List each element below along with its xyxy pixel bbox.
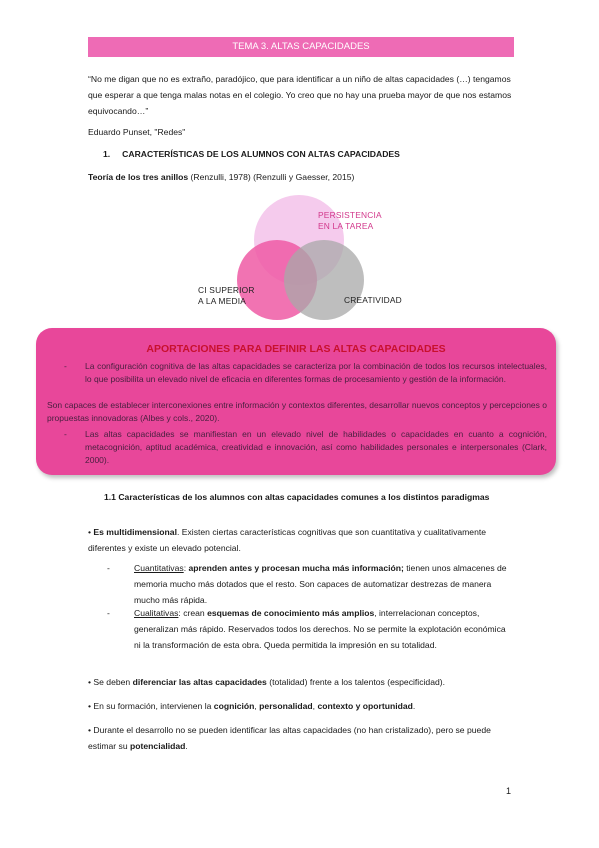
bullet-dot: • [88, 725, 92, 735]
bullet-2-pre: Se deben [93, 677, 133, 687]
box-item-1: La configuración cognitiva de las altas capacidades se caracteriza por la combinación de todos los recursos intelectuales, lo que posibilita un elevado nivel de eficacia en diferentes formas de procesamiento y gestión de la información. [85, 361, 547, 384]
venn-label-ci-1: CI SUPERIOR [198, 285, 255, 295]
cuant-bold: aprenden antes y procesan mucha más información; [188, 563, 404, 573]
contributions-title: APORTACIONES PARA DEFINIR LAS ALTAS CAPACIDADES [146, 343, 446, 355]
bullet-1-bold: Es multidimensional [93, 527, 177, 537]
bullet-3-sep-2: , [312, 701, 318, 711]
bullet-3-bold-2: personalidad [259, 701, 313, 711]
section-number: 1. [103, 149, 111, 159]
header-banner [88, 37, 514, 57]
ring-creativity [284, 240, 364, 320]
cual-label: Cualitativas [134, 608, 179, 618]
box-paragraph-2: Son capaces de establecer interconexiones entre información y contextos diferentes, desarrollar nuevos conceptos y percepciones o propuestas innovadoras (Albes y cols., 2020). [47, 400, 547, 423]
dash-cuant: - [107, 563, 110, 573]
bullet-3-bold-1: cognición [213, 701, 255, 711]
theory-refs: (Renzulli, 1978) (Renzulli y Gaesser, 2015) [188, 172, 355, 182]
box-dash-3: - [64, 429, 67, 439]
bullet-dot: • [88, 527, 92, 537]
bullet-multidimensional [88, 524, 518, 556]
section-title: CARACTERÍSTICAS DE LOS ALUMNOS CON ALTAS CAPACIDADES [122, 149, 400, 159]
bullet-2-bold: diferenciar las altas capacidades [132, 677, 267, 687]
section-heading [103, 149, 400, 159]
subsection-title: 1.1 Características de los alumnos con altas capacidades comunes a los distintos paradigmas [104, 492, 490, 502]
quote-author: Eduardo Punset, "Redes" [88, 127, 186, 137]
box-item-3: Las altas capacidades se manifiestan en un elevado nivel de habilidades o capacidades en cuanto a cognición, metacognición, aptitud académica, creatividad e innovación, así como habilidades personales e interpersonales (Clark, 2000). [85, 429, 547, 465]
bullet-differentiate [88, 674, 518, 690]
bullet-3-sep-1: , [254, 701, 260, 711]
bullet-3-end: . [412, 701, 416, 711]
bullet-development [88, 722, 498, 754]
bullet-4-end: . [185, 741, 188, 751]
page-number: 1 [506, 786, 512, 796]
cuant-label: Cuantitativas [134, 563, 184, 573]
bullet-1-text: . Existen ciertas características cognitivas que son cuantitativa y cualitativamente diferentes y existe un elevado potencial. [88, 527, 487, 553]
theory-name: Teoría de los tres anillos [88, 172, 189, 182]
cuant-text: tienen unos almacenes de memoria mucho más dotados que el resto. Son capaces de automatizar destrezas de manera mucho más rápida. [134, 563, 507, 605]
venn-label-persistence-1: PERSISTENCIA [318, 210, 382, 220]
cual-text: , interrelacionan conceptos, generalizan más rápido. Reservados todos los derechos. No se permite la explotación económica ni la transformación de esta obra. Queda permitida la impresión en su totalidad. [134, 608, 506, 650]
theory-line [88, 172, 354, 182]
bullet-2-text: (totalidad) frente a los talentos (especificidad). [266, 677, 446, 687]
item-cuantitativas [134, 560, 514, 608]
venn-label-ci-2: A LA MEDIA [198, 295, 247, 306]
cual-bold: esquemas de conocimiento más amplios [207, 608, 375, 618]
bullet-3-pre: En su formación, intervienen la [93, 701, 214, 711]
bullet-formation [88, 698, 518, 714]
venn-label-persistence [318, 210, 382, 231]
cual-pre: : crean [178, 608, 208, 618]
header-title: TEMA 3. ALTAS CAPACIDADES [232, 41, 370, 52]
opening-quote: “No me digan que no es extraño, paradójico, que para identificar a un niño de altas capacidades (…) tengamos que esperar a que tenga malas notas en el colegio. Yo creo que no hay una prueba mayor de que nos estamos equivocando…” [88, 74, 512, 116]
venn-label-ci [198, 285, 255, 306]
venn-label-persistence-2: EN LA TAREA [318, 220, 374, 231]
dash-cual: - [107, 608, 110, 618]
venn-label-creativity: CREATIVIDAD [344, 295, 402, 305]
box-dash-1: - [64, 361, 67, 371]
item-cualitativas [134, 605, 514, 653]
bullet-dot: • [88, 677, 92, 687]
bullet-4-pre: Durante el desarrollo no se pueden identificar las altas capacidades (no han cristalizado), pero se puede estimar su [88, 725, 491, 751]
bullet-4-bold: potencialidad [130, 741, 186, 751]
bullet-dot: • [88, 701, 92, 711]
cuant-colon: : [183, 563, 189, 573]
bullet-3-bold-3: contexto y oportunidad [317, 701, 413, 711]
